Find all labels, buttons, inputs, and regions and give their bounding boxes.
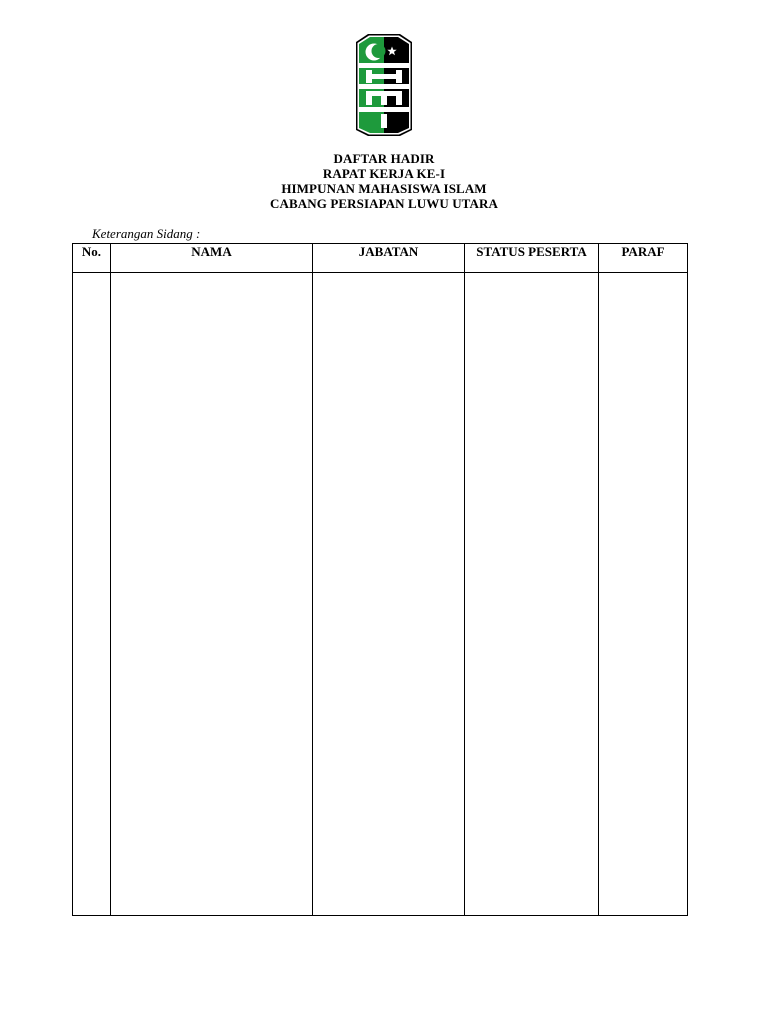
cell-paraf[interactable] (599, 273, 688, 916)
cell-nama[interactable] (111, 273, 313, 916)
title-line-1: DAFTAR HADIR (333, 151, 435, 166)
column-header-nama: NAMA (111, 244, 313, 273)
title-line-2: RAPAT KERJA KE-I (322, 166, 446, 181)
title-line-4: CABANG PERSIAPAN LUWU UTARA (270, 196, 498, 211)
letter-m-icon (366, 91, 402, 105)
cell-status-peserta[interactable] (465, 273, 599, 916)
attendance-table (72, 243, 688, 916)
cell-no[interactable] (73, 273, 111, 916)
document-title (0, 151, 768, 211)
letter-i-icon (381, 114, 387, 128)
column-header-no: No. (73, 244, 111, 273)
hmi-logo (352, 34, 416, 136)
table-header-row (73, 244, 688, 273)
column-header-paraf: PARAF (599, 244, 688, 273)
title-line-3: HIMPUNAN MAHASISWA ISLAM (281, 181, 487, 196)
cell-jabatan[interactable] (313, 273, 465, 916)
session-note-label: Keterangan Sidang : (92, 226, 201, 241)
table-row (73, 273, 688, 916)
column-header-jabatan: JABATAN (313, 244, 465, 273)
column-header-status-peserta: STATUS PESERTA (465, 244, 599, 273)
